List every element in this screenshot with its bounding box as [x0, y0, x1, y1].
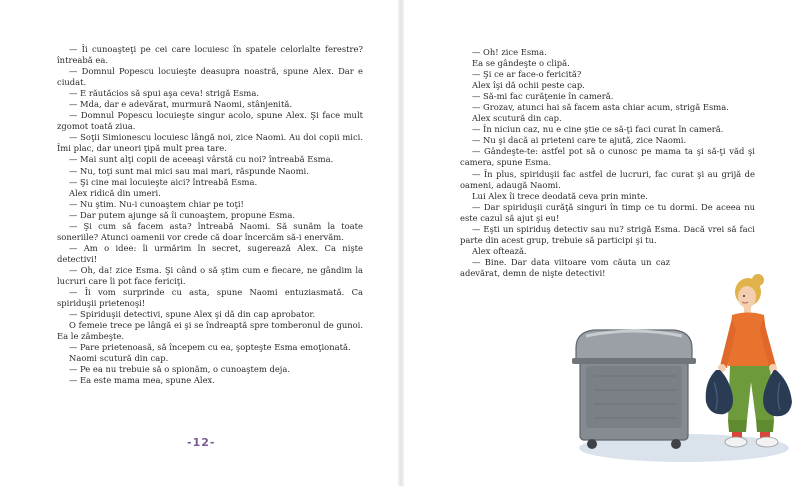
right-page — [404, 0, 800, 486]
paragraph: — E răutăcios să spui aşa ceva! strigă Esma. — [69, 88, 259, 99]
paragraph: — Oh! zice Esma. — [472, 47, 547, 57]
paragraph: — Domnul Popescu locuieşte deasupra noastră, spune Alex. Dar e ciudat. — [57, 66, 363, 88]
paragraph: — Bine. Dar data viitoare vom căuta un caz adevărat, demn de nişte detectivi! — [460, 256, 670, 278]
paragraph: — Îi cunoaşteţi pe cei care locuiesc în spatele celorlalte ferestre? întreabă ea. — [57, 44, 363, 66]
paragraph: — Să-mi fac curăţenie în cameră. — [472, 91, 614, 102]
paragraph: — Îi vom surprinde cu asta, spune Naomi entuziasmată. Ca spiriduşii prietenoşi! — [57, 287, 363, 309]
paragraph: — Şi cum să facem asta? întreabă Naomi. Să sunăm la toate soneriile? Atunci oamenii vor crede că doar încercăm să-i enervăm. — [57, 220, 363, 242]
paragraph: Lui Alex îi trece deodată ceva prin minte. — [472, 190, 648, 201]
paragraph: — Mai sunt alţi copii de aceeaşi vârstă cu noi? întreabă Esma. — [69, 154, 334, 165]
woman-figure-icon — [718, 274, 778, 447]
paragraph: — Dar spiriduşii curăţă singuri în timp ce tu dormi. De aceea nu este cazul să ajut şi eu! — [460, 201, 755, 223]
paragraph: — Pare prietenoasă, să începem cu ea, şopteşte Esma emoţionată. — [69, 342, 351, 353]
paragraph: Naomi scutură din cap. — [69, 353, 169, 364]
left-page — [0, 0, 398, 486]
paragraph: — Spiriduşii detectivi, spune Alex şi dă din cap aprobator. — [69, 309, 316, 320]
paragraph: — Eşti un spiriduş detectiv sau nu? strigă Esma. Dacă vrei să faci parte din acest grup, trebuie să participi şi tu. — [460, 223, 755, 245]
trash-bag-left-icon — [706, 370, 733, 414]
illustration — [564, 270, 800, 470]
paragraph: — Nu, toţi sunt mai mici sau mai mari, răspunde Naomi. — [69, 165, 309, 176]
left-page-text — [57, 44, 363, 386]
paragraph: Alex ridică din umeri. — [69, 187, 161, 198]
paragraph: Alex scutură din cap. — [472, 113, 562, 124]
paragraph: — Soţii Simionescu locuiesc lângă noi, zice Naomi. Au doi copii mici. Îmi plac, dar uneori ţipă mult prea tare. — [57, 132, 363, 154]
paragraph: — Grozav, atunci hai să facem asta chiar acum, strigă Esma. — [472, 102, 729, 113]
trash-bin-icon — [572, 330, 696, 449]
paragraph: — Nu şi dacă ai prieteni care te ajută, zice Naomi. — [472, 135, 687, 146]
paragraph: — Şi ce ar face-o fericită? — [472, 69, 582, 80]
paragraph: — În plus, spiriduşii fac astfel de lucruri, fac curat şi au grijă de oameni, adaugă Naomi. — [460, 168, 755, 190]
paragraph: — Oh, da! zice Esma. Şi când o să ştim cum e fiecare, ne gândim la lucruri care îi pot face fericiţi. — [57, 264, 363, 286]
paragraph: — Nu ştim. Nu-i cunoaştem chiar pe toţi! — [69, 198, 244, 209]
paragraph: — În niciun caz, nu e cine ştie ce să-ţi faci curat în cameră. — [472, 124, 724, 135]
paragraph: — Am o idee: îi urmărim în secret, sugerează Alex. Ca nişte detectivi! — [57, 242, 363, 264]
right-page-text — [460, 47, 755, 279]
page-number: -12- — [187, 436, 216, 449]
paragraph: — Dar putem ajunge să îi cunoaştem, propune Esma. — [69, 209, 296, 220]
paragraph: Alex îşi dă ochii peste cap. — [472, 80, 585, 91]
paragraph: — Domnul Popescu locuieşte singur acolo, spune Alex. Şi face mult zgomot toată ziua. — [57, 110, 363, 132]
paragraph: Alex oftează. — [472, 245, 527, 256]
paragraph: — Mda, dar e adevărat, murmură Naomi, stânjenită. — [69, 99, 292, 110]
paragraph: — Ea este mama mea, spune Alex. — [69, 375, 215, 386]
paragraph: O femeie trece pe lângă ei şi se îndreaptă spre tomberonul de gunoi. Ea le zâmbeşte. — [57, 320, 363, 342]
paragraph: — Gândeşte-te: astfel pot să o cunosc pe mama ta şi să-ţi văd şi camera, spune Esma. — [460, 146, 755, 168]
paragraph: — Şi cine mai locuieşte aici? întreabă Esma. — [69, 176, 258, 187]
paragraph: — Pe ea nu trebuie să o spionăm, o cunoaştem deja. — [69, 364, 291, 375]
paragraph: Ea se gândeşte o clipă. — [472, 58, 570, 69]
